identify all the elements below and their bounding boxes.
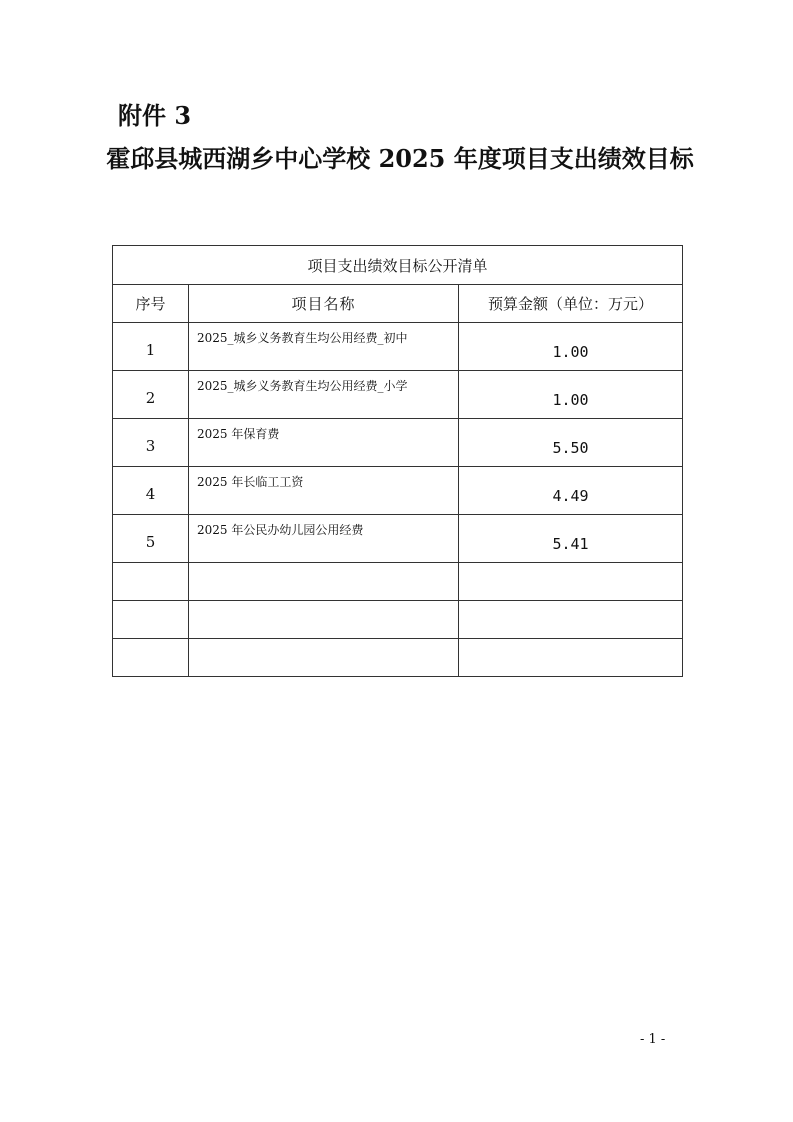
header-seq: 序号	[113, 285, 189, 323]
row-project-name: 2025 年保育费	[189, 419, 459, 467]
table-row	[113, 515, 683, 563]
row-seq: 1	[113, 323, 189, 371]
attachment-label: 附件 3	[118, 101, 192, 130]
empty-cell	[459, 563, 683, 601]
header-project-name: 项目名称	[189, 285, 459, 323]
empty-cell	[459, 601, 683, 639]
row-seq: 4	[113, 467, 189, 515]
empty-cell	[459, 639, 683, 677]
row-project-name: 2025 年公民办幼儿园公用经费	[189, 515, 459, 563]
row-project-name: 2025 年长临工工资	[189, 467, 459, 515]
row-budget-amount: 5.50	[459, 419, 683, 467]
performance-goal-table	[112, 245, 683, 677]
table-caption-row	[113, 246, 683, 285]
empty-cell	[189, 601, 459, 639]
row-budget-amount: 4.49	[459, 467, 683, 515]
table-row	[113, 419, 683, 467]
row-project-name: 2025_城乡义务教育生均公用经费_初中	[189, 323, 459, 371]
empty-cell	[113, 563, 189, 601]
row-project-name: 2025_城乡义务教育生均公用经费_小学	[189, 371, 459, 419]
table-header-row	[113, 285, 683, 323]
document-title: 霍邱县城西湖乡中心学校 2025 年度项目支出绩效目标	[106, 144, 694, 173]
table-row	[113, 467, 683, 515]
header-budget-amount: 预算金额（单位：万元）	[459, 285, 683, 323]
table-row	[113, 323, 683, 371]
empty-table-row	[113, 639, 683, 677]
row-budget-amount: 5.41	[459, 515, 683, 563]
empty-cell	[113, 639, 189, 677]
empty-table-row	[113, 563, 683, 601]
row-seq: 3	[113, 419, 189, 467]
page-number: - 1 -	[640, 1032, 666, 1047]
empty-cell	[113, 601, 189, 639]
row-seq: 2	[113, 371, 189, 419]
table-row	[113, 371, 683, 419]
row-budget-amount: 1.00	[459, 323, 683, 371]
row-budget-amount: 1.00	[459, 371, 683, 419]
empty-cell	[189, 639, 459, 677]
table-caption: 项目支出绩效目标公开清单	[113, 246, 683, 285]
empty-table-row	[113, 601, 683, 639]
row-seq: 5	[113, 515, 189, 563]
empty-cell	[189, 563, 459, 601]
